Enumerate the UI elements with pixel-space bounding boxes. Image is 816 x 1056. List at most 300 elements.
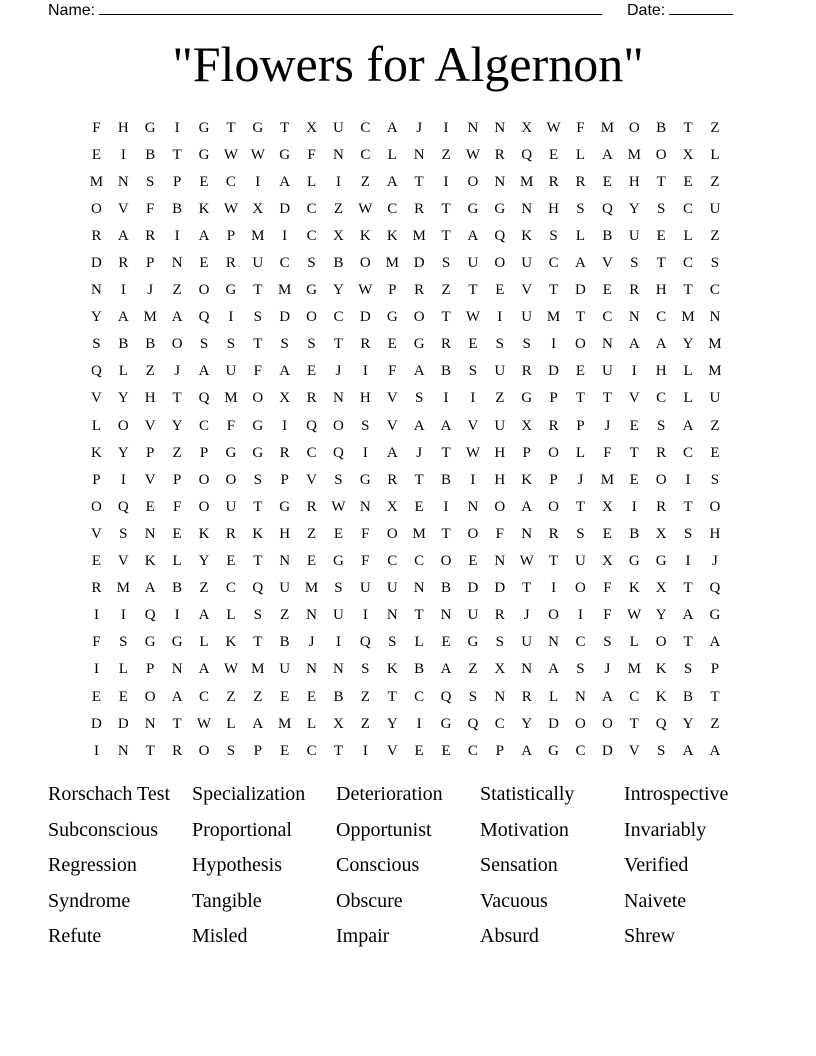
grid-letter: C bbox=[575, 742, 586, 759]
grid-letter: O bbox=[494, 498, 506, 515]
grid-letter: U bbox=[521, 309, 533, 326]
word-bank-item: Shrew bbox=[624, 925, 676, 948]
grid-letter: C bbox=[683, 444, 694, 461]
grid-letter: T bbox=[253, 498, 263, 515]
grid-letter: A bbox=[709, 742, 721, 759]
grid-letter: H bbox=[494, 444, 506, 461]
grid-row bbox=[83, 575, 728, 602]
grid-letter: C bbox=[414, 688, 425, 705]
grid-letter: Z bbox=[199, 580, 209, 597]
grid-letter: F bbox=[92, 119, 101, 136]
grid-letter: V bbox=[601, 255, 613, 272]
grid-letter: B bbox=[414, 661, 425, 678]
grid-letter: W bbox=[465, 444, 480, 461]
grid-letter: N bbox=[467, 119, 479, 136]
grid-letter: Q bbox=[521, 146, 533, 163]
grid-letter: V bbox=[386, 390, 398, 407]
grid-letter: N bbox=[333, 661, 344, 678]
grid-letter: R bbox=[494, 146, 505, 163]
grid-letter: S bbox=[280, 336, 289, 353]
grid-letter: Z bbox=[468, 661, 478, 678]
grid-letter: Q bbox=[144, 607, 156, 624]
grid-letter: E bbox=[306, 688, 317, 705]
grid-letter: I bbox=[470, 390, 476, 407]
grid-letter: L bbox=[629, 634, 639, 651]
grid-letter: W bbox=[331, 498, 346, 515]
word-bank-item: Deterioration bbox=[336, 783, 443, 805]
grid-letter: G bbox=[521, 390, 533, 407]
grid-letter: X bbox=[494, 661, 506, 678]
grid-letter: L bbox=[683, 227, 693, 244]
grid-letter: S bbox=[119, 634, 128, 651]
grid-letter: B bbox=[333, 688, 344, 705]
grid-letter: I bbox=[120, 282, 126, 299]
grid-letter: G bbox=[198, 146, 210, 163]
word-bank-item: Impair bbox=[336, 925, 390, 948]
grid-letter: M bbox=[251, 227, 265, 244]
grid-letter: H bbox=[655, 363, 667, 380]
date-blank-line[interactable] bbox=[669, 0, 733, 15]
grid-letter: A bbox=[601, 146, 613, 163]
grid-letter: Z bbox=[495, 390, 505, 407]
grid-letter: G bbox=[494, 200, 506, 217]
grid-letter: P bbox=[388, 282, 397, 299]
grid-letter: D bbox=[279, 309, 291, 326]
word-bank-item: Vacuous bbox=[480, 889, 548, 912]
grid-letter: C bbox=[279, 255, 290, 272]
grid-letter: C bbox=[656, 390, 667, 407]
grid-letter: U bbox=[252, 255, 264, 272]
grid-letter: M bbox=[520, 173, 534, 190]
grid-letter: Q bbox=[198, 390, 210, 407]
word-bank-item: Misled bbox=[192, 925, 248, 948]
grid-letter: A bbox=[386, 119, 398, 136]
grid-letter: J bbox=[604, 417, 611, 434]
grid-letter: I bbox=[255, 173, 261, 190]
grid-letter: N bbox=[306, 607, 317, 624]
grid-letter: G bbox=[225, 444, 237, 461]
grid-letter: U bbox=[494, 363, 506, 380]
grid-letter: N bbox=[494, 553, 506, 570]
grid-letter: K bbox=[628, 580, 640, 597]
grid-letter: X bbox=[521, 119, 533, 136]
grid-letter: K bbox=[144, 553, 156, 570]
grid-letter: P bbox=[92, 471, 101, 488]
grid-letter: I bbox=[174, 607, 180, 624]
grid-letter: T bbox=[333, 742, 344, 759]
grid-letter: N bbox=[521, 200, 533, 217]
name-field[interactable] bbox=[48, 0, 602, 20]
grid-letter: Q bbox=[601, 200, 613, 217]
grid-letter: O bbox=[117, 417, 129, 434]
grid-letter: A bbox=[709, 634, 721, 651]
grid-letter: M bbox=[681, 309, 695, 326]
grid-letter: I bbox=[631, 498, 637, 515]
grid-letter: R bbox=[360, 336, 371, 353]
grid-letter: U bbox=[279, 580, 291, 597]
grid-letter: E bbox=[91, 688, 102, 705]
grid-letter: T bbox=[253, 634, 263, 651]
grid-letter: S bbox=[361, 661, 370, 678]
grid-letter: T bbox=[145, 742, 155, 759]
grid-letter: L bbox=[387, 146, 397, 163]
grid-letter: M bbox=[600, 471, 615, 488]
grid-letter: F bbox=[603, 607, 612, 624]
grid-letter: T bbox=[172, 390, 182, 407]
grid-letter: F bbox=[146, 200, 155, 217]
grid-letter: T bbox=[387, 688, 397, 705]
grid-letter: I bbox=[362, 363, 368, 380]
grid-letter: K bbox=[225, 634, 237, 651]
grid-letter: D bbox=[601, 742, 613, 759]
grid-letter: A bbox=[198, 363, 210, 380]
date-label: Date: bbox=[627, 2, 666, 19]
grid-row bbox=[83, 520, 728, 547]
grid-letter: F bbox=[226, 417, 236, 434]
grid-letter: A bbox=[628, 336, 640, 353]
grid-letter: D bbox=[359, 309, 371, 326]
grid-letter: W bbox=[223, 661, 238, 678]
grid-letter: S bbox=[119, 525, 128, 542]
grid-letter: N bbox=[333, 146, 344, 163]
grid-letter: M bbox=[116, 580, 130, 597]
grid-letter: S bbox=[683, 661, 693, 678]
grid-letter: E bbox=[468, 553, 478, 570]
grid-letter: T bbox=[656, 173, 666, 190]
grid-letter: R bbox=[414, 200, 425, 217]
grid-letter: Z bbox=[441, 282, 451, 299]
grid-letter: K bbox=[252, 525, 264, 542]
word-bank-item: Tangible bbox=[192, 889, 262, 912]
page-title: "Flowers for Algernon" bbox=[172, 36, 644, 92]
grid-letter: O bbox=[91, 498, 102, 515]
grid-letter: O bbox=[252, 390, 264, 407]
grid-letter: O bbox=[306, 309, 317, 326]
grid-letter: N bbox=[494, 173, 506, 190]
grid-letter: X bbox=[655, 580, 667, 597]
grid-letter: S bbox=[361, 417, 370, 434]
grid-letter: K bbox=[91, 444, 102, 461]
word-bank-item: Refute bbox=[48, 925, 102, 948]
grid-letter: U bbox=[521, 255, 533, 272]
grid-letter: Z bbox=[710, 417, 720, 434]
grid-letter: H bbox=[359, 390, 371, 407]
grid-letter: Z bbox=[145, 363, 155, 380]
grid-letter: G bbox=[628, 553, 640, 570]
grid-letter: J bbox=[416, 444, 423, 461]
grid-letter: J bbox=[577, 471, 584, 488]
grid-row bbox=[83, 304, 728, 331]
grid-letter: A bbox=[601, 688, 613, 705]
grid-letter: G bbox=[413, 336, 425, 353]
word-bank-item: Regression bbox=[48, 854, 137, 877]
grid-letter: G bbox=[225, 282, 237, 299]
grid-letter: F bbox=[603, 580, 612, 597]
word-bank-item: Hypothesis bbox=[192, 854, 282, 877]
grid-letter: V bbox=[144, 417, 156, 434]
grid-letter: S bbox=[549, 227, 558, 244]
grid-letter: O bbox=[709, 498, 721, 515]
grid-letter: N bbox=[359, 498, 371, 515]
grid-letter: A bbox=[521, 742, 533, 759]
grid-letter: M bbox=[385, 255, 399, 272]
grid-letter: U bbox=[359, 580, 371, 597]
grid-letter: T bbox=[575, 309, 586, 326]
grid-letter: R bbox=[172, 742, 183, 759]
grid-letter: T bbox=[441, 525, 451, 542]
grid-letter: P bbox=[172, 173, 182, 190]
grid-letter: C bbox=[306, 227, 317, 244]
grid-letter: N bbox=[117, 173, 129, 190]
grid-letter: J bbox=[523, 607, 530, 624]
grid-letter: T bbox=[172, 715, 182, 732]
grid-letter: G bbox=[440, 715, 452, 732]
grid-row bbox=[83, 683, 728, 710]
grid-letter: W bbox=[358, 200, 373, 217]
grid-letter: B bbox=[441, 363, 452, 380]
grid-letter: C bbox=[602, 309, 613, 326]
grid-letter: Q bbox=[306, 417, 317, 434]
grid-letter: S bbox=[334, 471, 343, 488]
grid-row bbox=[83, 737, 728, 764]
grid-letter: Z bbox=[172, 444, 182, 461]
grid-letter: E bbox=[575, 363, 586, 380]
grid-letter: N bbox=[413, 580, 425, 597]
grid-letter: M bbox=[708, 336, 722, 353]
grid-row bbox=[83, 656, 728, 683]
grid-letter: U bbox=[467, 255, 479, 272]
grid-letter: Q bbox=[198, 309, 210, 326]
grid-letter: C bbox=[306, 444, 317, 461]
grid-letter: O bbox=[467, 525, 479, 542]
grid-letter: C bbox=[387, 553, 398, 570]
grid-letter: M bbox=[600, 119, 615, 136]
word-bank-item: Absurd bbox=[480, 925, 539, 948]
grid-letter: M bbox=[546, 309, 561, 326]
grid-row bbox=[83, 358, 728, 385]
grid-letter: G bbox=[306, 282, 317, 299]
grid-letter: S bbox=[253, 607, 262, 624]
grid-letter: W bbox=[519, 553, 534, 570]
grid-letter: Z bbox=[280, 607, 290, 624]
grid-letter: X bbox=[601, 498, 613, 515]
grid-letter: O bbox=[413, 309, 425, 326]
grid-letter: S bbox=[495, 336, 504, 353]
grid-letter: E bbox=[414, 498, 424, 515]
grid-letter: L bbox=[549, 688, 559, 705]
name-blank-line[interactable] bbox=[99, 0, 602, 15]
grid-letter: I bbox=[551, 580, 557, 597]
word-bank-item: Invariably bbox=[624, 818, 707, 841]
grid-letter: P bbox=[522, 444, 531, 461]
grid-letter: S bbox=[656, 200, 666, 217]
grid-letter: L bbox=[91, 417, 102, 434]
grid-letter: E bbox=[441, 634, 451, 651]
grid-letter: E bbox=[602, 173, 612, 190]
grid-letter: C bbox=[360, 146, 371, 163]
grid-letter: O bbox=[333, 417, 344, 434]
grid-letter: T bbox=[253, 553, 263, 570]
grid-letter: S bbox=[334, 580, 343, 597]
grid-letter: K bbox=[521, 471, 533, 488]
word-bank-item: Specialization bbox=[192, 783, 306, 805]
grid-letter: Z bbox=[710, 715, 720, 732]
grid-letter: L bbox=[414, 634, 424, 651]
grid-letter: D bbox=[494, 580, 506, 597]
grid-letter: C bbox=[225, 580, 236, 597]
grid-letter: N bbox=[521, 525, 533, 542]
grid-letter: L bbox=[306, 715, 317, 732]
grid-letter: M bbox=[278, 715, 292, 732]
grid-letter: R bbox=[414, 282, 425, 299]
grid-letter: S bbox=[603, 634, 612, 651]
date-field[interactable] bbox=[627, 0, 733, 20]
grid-letter: H bbox=[494, 471, 506, 488]
grid-letter: T bbox=[710, 688, 720, 705]
grid-letter: T bbox=[226, 119, 236, 136]
grid-letter: U bbox=[467, 607, 479, 624]
grid-letter: Z bbox=[253, 688, 263, 705]
grid-letter: E bbox=[280, 688, 290, 705]
grid-letter: W bbox=[223, 200, 238, 217]
grid-letter: Q bbox=[709, 580, 721, 597]
grid-letter: L bbox=[575, 146, 586, 163]
grid-letter: H bbox=[144, 390, 156, 407]
grid-letter: Y bbox=[198, 553, 210, 570]
grid-letter: R bbox=[548, 173, 559, 190]
grid-letter: R bbox=[225, 525, 236, 542]
grid-letter: E bbox=[145, 498, 155, 515]
grid-letter: O bbox=[198, 742, 210, 759]
grid-letter: C bbox=[225, 173, 236, 190]
grid-letter: I bbox=[685, 553, 691, 570]
grid-letter: T bbox=[683, 282, 693, 299]
grid-row bbox=[83, 249, 728, 276]
grid-letter: S bbox=[199, 336, 209, 353]
grid-letter: B bbox=[145, 146, 156, 163]
grid-letter: C bbox=[199, 417, 210, 434]
grid-letter: F bbox=[603, 444, 612, 461]
grid-letter: V bbox=[306, 471, 317, 488]
grid-letter: L bbox=[199, 634, 209, 651]
grid-letter: B bbox=[656, 119, 667, 136]
grid-letter: V bbox=[628, 390, 640, 407]
grid-letter: O bbox=[225, 471, 237, 488]
grid-letter: Z bbox=[710, 227, 720, 244]
grid-letter: R bbox=[306, 498, 317, 515]
grid-letter: U bbox=[601, 363, 613, 380]
grid-letter: Z bbox=[360, 173, 370, 190]
grid-letter: N bbox=[144, 525, 156, 542]
grid-letter: C bbox=[360, 119, 371, 136]
grid-letter: R bbox=[118, 255, 129, 272]
grid-letter: R bbox=[548, 525, 559, 542]
grid-letter: T bbox=[549, 282, 559, 299]
grid-letter: G bbox=[386, 309, 398, 326]
grid-letter: J bbox=[712, 553, 718, 570]
grid-letter: S bbox=[468, 688, 478, 705]
grid-letter: S bbox=[253, 471, 262, 488]
grid-letter: T bbox=[468, 282, 478, 299]
grid-letter: S bbox=[576, 200, 585, 217]
grid-letter: C bbox=[306, 200, 317, 217]
grid-letter: E bbox=[387, 336, 397, 353]
grid-letter: R bbox=[91, 227, 102, 244]
grid-letter: I bbox=[174, 227, 180, 244]
grid-letter: I bbox=[335, 634, 341, 651]
grid-letter: W bbox=[465, 146, 480, 163]
grid-letter: G bbox=[171, 634, 183, 651]
grid-letter: A bbox=[198, 607, 210, 624]
grid-letter: O bbox=[548, 444, 559, 461]
grid-letter: X bbox=[655, 525, 667, 542]
grid-letter: G bbox=[333, 553, 344, 570]
grid-letter: O bbox=[198, 498, 210, 515]
grid-letter: L bbox=[575, 444, 586, 461]
grid-letter: L bbox=[118, 661, 128, 678]
grid-letter: M bbox=[143, 309, 157, 326]
grid-letter: E bbox=[656, 227, 666, 244]
grid-letter: E bbox=[710, 444, 720, 461]
grid-letter: C bbox=[467, 742, 478, 759]
grid-letter: N bbox=[494, 688, 506, 705]
grid-letter: W bbox=[546, 119, 561, 136]
grid-letter: N bbox=[333, 390, 344, 407]
grid-letter: D bbox=[548, 363, 559, 380]
grid-letter: H bbox=[279, 525, 291, 542]
grid-letter: E bbox=[280, 742, 290, 759]
grid-letter: X bbox=[386, 498, 398, 515]
grid-letter: O bbox=[601, 715, 613, 732]
grid-row bbox=[83, 168, 728, 195]
grid-letter: A bbox=[279, 363, 291, 380]
grid-letter: E bbox=[199, 255, 209, 272]
grid-letter: U bbox=[225, 363, 237, 380]
grid-letter: O bbox=[440, 553, 452, 570]
grid-letter: Q bbox=[252, 580, 264, 597]
grid-letter: V bbox=[521, 282, 533, 299]
grid-letter: B bbox=[118, 336, 129, 353]
grid-letter: M bbox=[251, 661, 265, 678]
grid-row bbox=[83, 629, 728, 656]
grid-letter: E bbox=[306, 553, 317, 570]
grid-letter: P bbox=[280, 471, 289, 488]
grid-letter: O bbox=[655, 471, 667, 488]
grid-letter: D bbox=[117, 715, 129, 732]
word-search-grid bbox=[83, 114, 728, 764]
grid-letter: F bbox=[576, 119, 585, 136]
grid-letter: N bbox=[601, 336, 613, 353]
grid-row bbox=[83, 439, 728, 466]
grid-letter: S bbox=[146, 173, 155, 190]
grid-letter: R bbox=[387, 471, 398, 488]
grid-letter: E bbox=[199, 173, 209, 190]
grid-letter: I bbox=[93, 661, 99, 678]
word-bank-item: Sensation bbox=[480, 854, 558, 877]
grid-letter: I bbox=[443, 390, 449, 407]
grid-letter: N bbox=[91, 282, 102, 299]
grid-letter: U bbox=[521, 634, 533, 651]
word-bank-item: Rorschach Test bbox=[48, 783, 171, 805]
grid-letter: I bbox=[120, 471, 126, 488]
grid-letter: P bbox=[495, 742, 504, 759]
grid-letter: I bbox=[362, 444, 368, 461]
grid-letter: S bbox=[253, 309, 262, 326]
grid-letter: S bbox=[576, 661, 585, 678]
grid-letter: E bbox=[495, 282, 505, 299]
grid-letter: W bbox=[358, 282, 373, 299]
grid-letter: T bbox=[683, 580, 693, 597]
